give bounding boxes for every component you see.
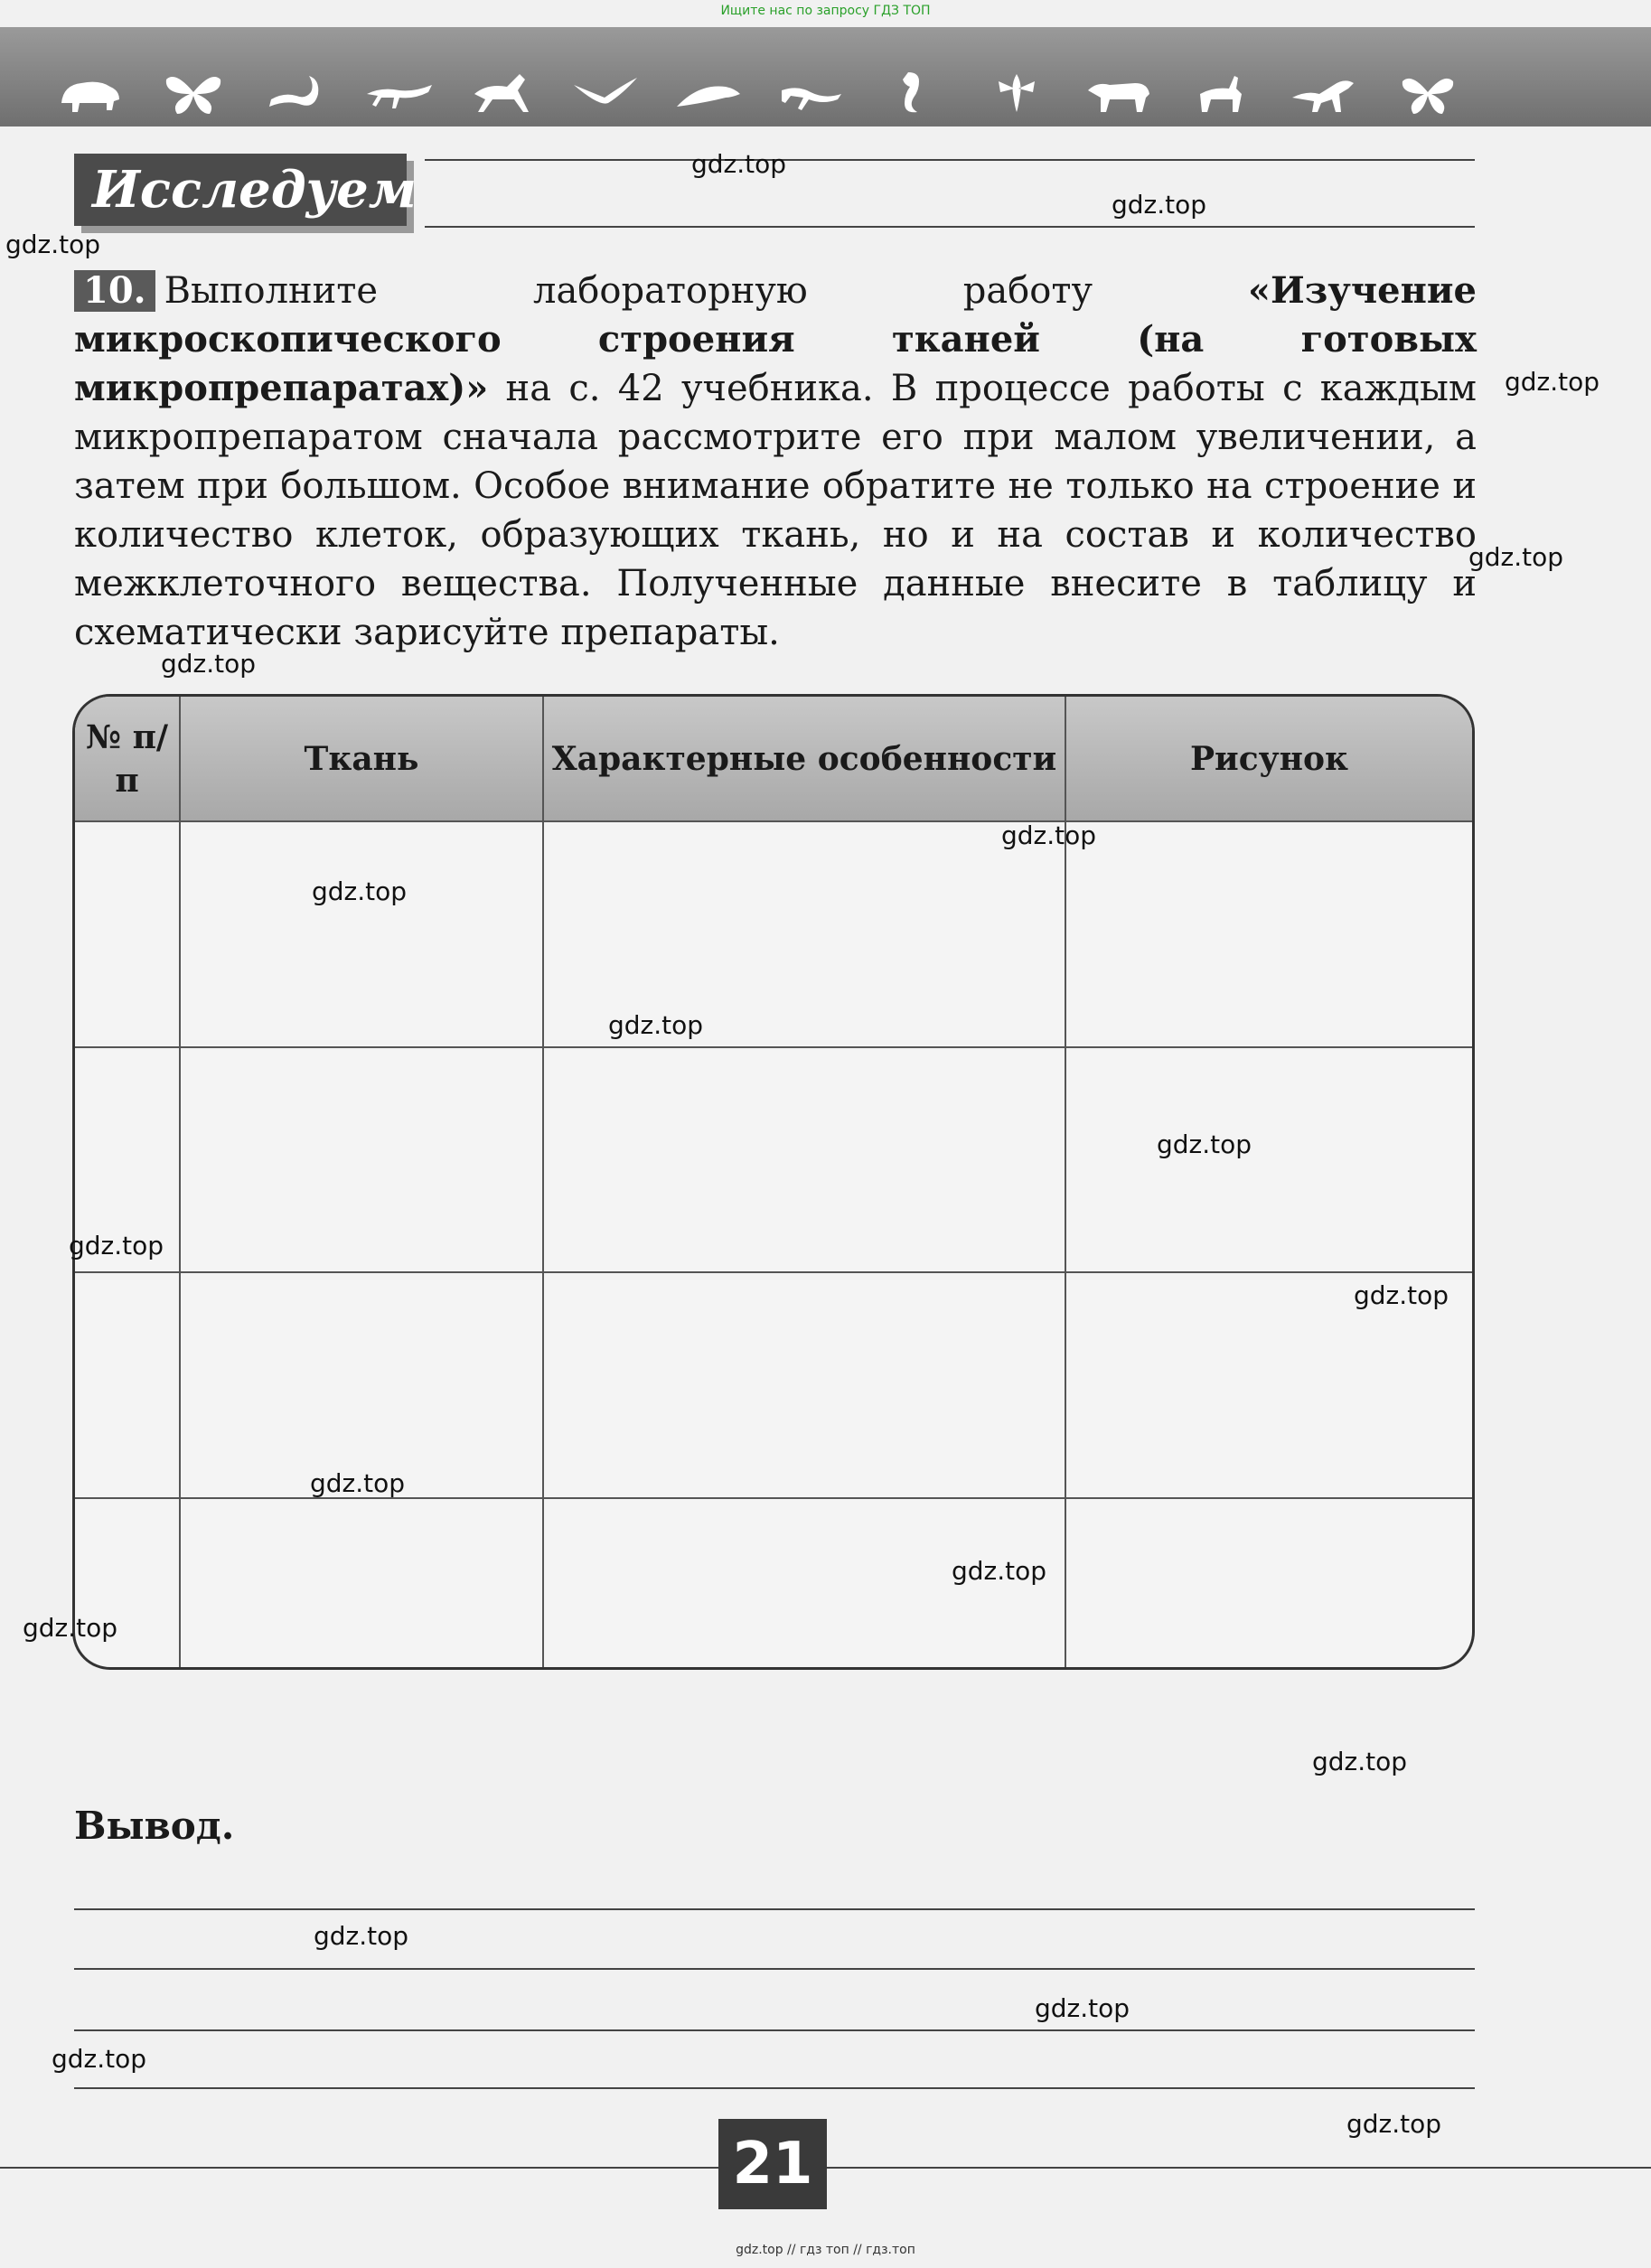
lizard-icon (363, 67, 436, 117)
answer-line[interactable] (74, 2087, 1475, 2089)
horse-icon (465, 67, 538, 117)
watermark: gdz.top (691, 149, 787, 179)
top-note: Ищите нас по запросу ГДЗ ТОП (720, 4, 931, 18)
column-header-tissue: Ткань (180, 697, 543, 821)
table-row (75, 821, 1472, 1047)
deer-icon (1186, 67, 1258, 117)
answer-line[interactable] (74, 1908, 1475, 1910)
table-cell[interactable] (1065, 1498, 1472, 1667)
section-rule (425, 159, 1475, 161)
watermark: gdz.top (1112, 190, 1207, 220)
dinosaur-icon (1289, 67, 1361, 117)
watermark: gdz.top (314, 1921, 409, 1951)
table-cell[interactable] (180, 1498, 543, 1667)
watermark: gdz.top (312, 876, 408, 906)
watermark: gdz.top (1354, 1280, 1449, 1310)
watermark: gdz.top (1312, 1747, 1408, 1776)
task-title: «Изучение микроскопического строения тканей (на готовых микропрепаратах)» (74, 269, 1477, 409)
table-cell[interactable] (543, 1047, 1065, 1273)
task-number: 10. (74, 270, 155, 312)
watermark: gdz.top (5, 230, 101, 259)
watermark: gdz.top (1468, 542, 1564, 572)
table-cell[interactable] (543, 1272, 1065, 1498)
bull-icon (1083, 67, 1155, 117)
watermark: gdz.top (52, 2044, 147, 2074)
seahorse-icon (877, 67, 950, 117)
animal-silhouettes (54, 65, 1464, 119)
watermark: gdz.top (1001, 820, 1097, 850)
column-header-number: № п/п (75, 697, 180, 821)
watermark: gdz.top (1505, 367, 1600, 397)
page-number: 21 (718, 2119, 827, 2209)
lab-table (72, 694, 1475, 1670)
watermark: gdz.top (608, 1010, 704, 1040)
watermark: gdz.top (310, 1468, 406, 1498)
insect-icon (980, 67, 1053, 117)
bottom-note: gdz.top // гдз топ // гдз.топ (736, 2243, 915, 2257)
table-cell[interactable] (1065, 821, 1472, 1047)
bison-icon (54, 67, 127, 117)
fish-icon (671, 67, 744, 117)
table-cell[interactable] (180, 1047, 543, 1273)
section-rule (425, 226, 1475, 228)
table-cell[interactable] (180, 1272, 543, 1498)
bird-icon (568, 67, 641, 117)
watermark: gdz.top (69, 1231, 164, 1261)
table-cell[interactable] (75, 821, 180, 1047)
table-row (75, 1272, 1472, 1498)
conclusion-label: Вывод. (74, 1804, 235, 1848)
watermark: gdz.top (23, 1613, 118, 1643)
scorpion-icon (260, 67, 333, 117)
watermark: gdz.top (1035, 1993, 1130, 2023)
watermark: gdz.top (161, 649, 257, 679)
butterfly-icon (1392, 67, 1464, 117)
table-row (75, 1498, 1472, 1667)
column-header-features: Характерные особенности (543, 697, 1065, 821)
task-text (74, 267, 1477, 657)
column-header-drawing: Рисунок (1065, 697, 1472, 821)
table-cell[interactable] (1065, 1047, 1472, 1273)
watermark: gdz.top (952, 1556, 1047, 1586)
watermark: gdz.top (1346, 2109, 1442, 2139)
butterfly-icon (157, 67, 230, 117)
table-cell[interactable] (180, 821, 543, 1047)
table-header-row (75, 697, 1472, 821)
section-label: Исследуем (74, 154, 407, 226)
table-row (75, 1047, 1472, 1273)
task-body: на с. 42 учебника. В процессе работы с каждым микропрепаратом сначала рассмотрите его при малом увеличении, а затем при большом. Особое внимание обратите не только на строение и количество клеток, образующих ткань, но и на состав и количество межклеточного вещества. Полученные данные внесите в таблицу и схематически зарисуйте препараты. (74, 368, 1477, 653)
table-cell[interactable] (75, 1272, 180, 1498)
task-lead: Выполните лабораторную работу (164, 270, 1093, 312)
watermark: gdz.top (1157, 1129, 1252, 1159)
answer-line[interactable] (74, 1968, 1475, 1970)
lizard-icon (774, 67, 847, 117)
answer-line[interactable] (74, 2029, 1475, 2031)
